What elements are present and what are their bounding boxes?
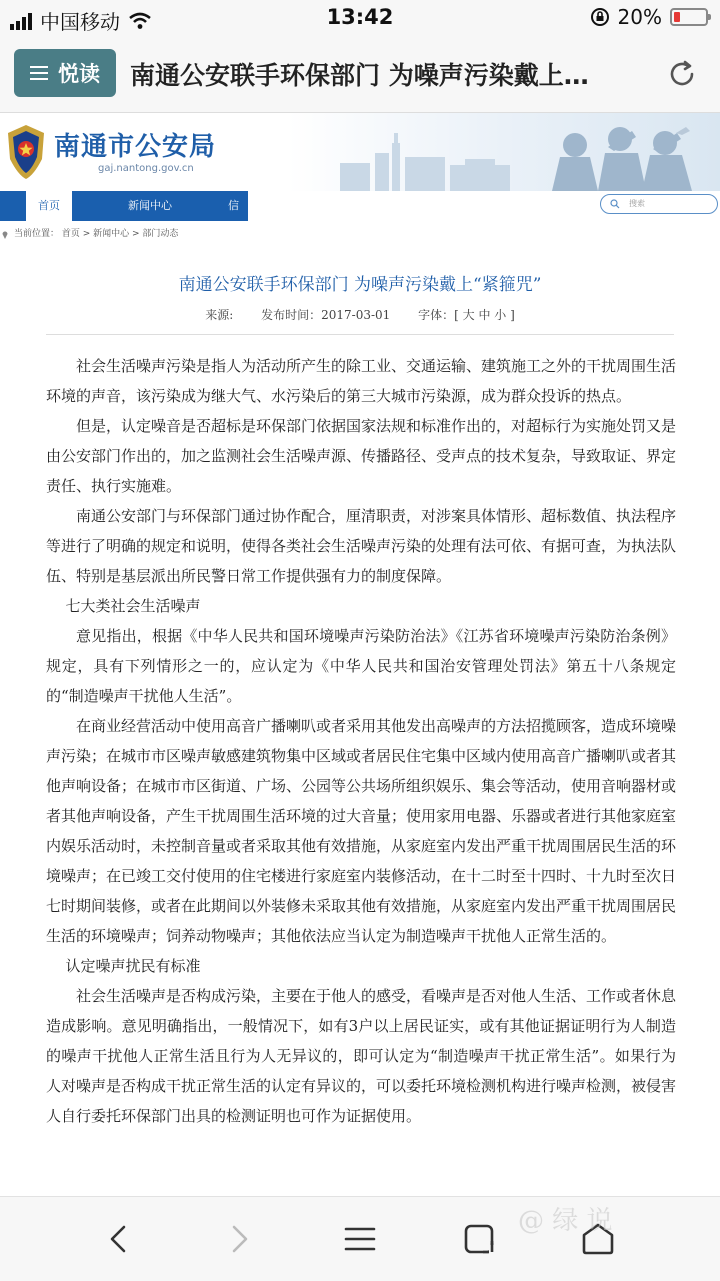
carrier-name: 中国移动	[40, 10, 120, 34]
breadcrumb	[0, 224, 248, 248]
forward-icon[interactable]	[220, 1221, 256, 1257]
paragraph: 社会生活噪声污染是指人为活动所产生的除工业、交通运输、建筑施工之外的干扰周围生活环境的声音，该污染成为继大气、水污染后的第三大城市污染源，成为群众投诉的热点。	[46, 357, 677, 405]
search-input[interactable]	[600, 194, 718, 214]
battery-icon	[670, 8, 708, 26]
reader-mode-label: 悦读	[58, 62, 100, 86]
menu-icon[interactable]	[342, 1221, 378, 1257]
watermark: @ 绿 说	[518, 1206, 613, 1236]
location-pin-icon	[2, 230, 8, 239]
police-emblem-icon	[4, 123, 48, 181]
clock: 13:42	[326, 5, 394, 29]
status-bar	[0, 0, 720, 36]
search-placeholder: 搜索	[629, 199, 645, 208]
nav-news-center[interactable]: 新闻中心	[128, 199, 172, 212]
article-source: 来源:	[205, 308, 234, 322]
lock-rotation-icon	[590, 7, 610, 27]
tabs-icon[interactable]	[462, 1221, 498, 1257]
paragraph: 南通公安部门与环保部门通过协作配合，厘清职责，对涉案具体情形、超标数值、执法程序等进行了明确的规定和说明，使得各类社会生活噪声污染的处理有法可依、有据可查，为执法队伍、特别是基层派出所民警日常工作提供强有力的制度保障。	[46, 507, 677, 585]
battery-percent: 20%	[617, 5, 662, 29]
paragraph: 但是，认定噪音是否超标是环保部门依据国家法规和标准作出的，对超标行为实施处罚又是由公安部门作出的，加之监测社会生活噪声源、传播路径、受声点的技术复杂，导致取证、界定责任、执行实施难。	[46, 417, 677, 495]
paragraph: 社会生活噪声是否构成污染，主要在于他人的感受，看噪声是否对他人生活、工作或者休息造成影响。意见明确指出，一般情况下，如有3户以上居民证实，或有其他证据证明行为人制造的噪声干扰他人正常生活且行为人无异议的，即可认定为“制造噪声干扰正常生活”。如果行为人对噪声是否构成干扰正常生活的认定有异议的，可以委托环境检测机构进行噪声检测，被侵害人自行委托环保部门出具的检测证明也可作为证据使用。	[46, 987, 677, 1125]
article-title: 南通公安联手环保部门 为噪声污染戴上“紧箍咒”	[178, 275, 542, 295]
font-size-selector[interactable]: 字体：[ 大 中 小 ]	[418, 308, 515, 322]
site-header	[0, 113, 720, 191]
browser-toolbar	[0, 36, 720, 113]
site-name[interactable]: 南通市公安局	[54, 132, 217, 162]
section-heading: 七大类社会生活噪声	[65, 597, 201, 615]
paragraph: 在商业经营活动中使用高音广播喇叭或者采用其他发出高噪声的方法招揽顾客，造成环境噪声污染；在城市市区噪声敏感建筑物集中区域或者居民住宅集中区域内使用高音广播喇叭或者其他声响设备；在城市市区街道、广场、公园等公共场所组织娱乐、集会等活动，使用音响器材或者其他声响设备，产生干扰周围生活环境的过大音量；使用家用电器、乐器或者进行其他家庭室内娱乐活动时，未控制音量或者采取其他有效措施，从家庭室内发出严重干扰周围居民生活的环境噪声；在已竣工交付使用的住宅楼进行家庭室内装修活动，在十二时至十四时、十九时至次日七时期间装修，或者在此期间以外装修未采取其他有效措施，从家庭室内发出严重干扰周围居民生活的环境噪声；饲养动物噪声；其他依法应当认定为制造噪声干扰他人正常生活的。	[46, 717, 677, 945]
back-icon[interactable]	[102, 1221, 138, 1257]
breadcrumb-text[interactable]: 当前位置： 首页 > 新闻中心 > 部门动态	[14, 229, 179, 239]
list-icon	[30, 66, 48, 80]
section-heading: 认定噪声扰民有标准	[65, 957, 201, 975]
article-date: 发布时间：2017-03-01	[261, 308, 391, 322]
refresh-icon[interactable]	[666, 58, 698, 90]
nav-home[interactable]: 首页	[26, 191, 72, 221]
search-icon	[610, 199, 620, 209]
nav-info[interactable]: 信息	[228, 199, 239, 242]
page-title[interactable]: 南通公安联手环保部门 为噪声污染戴上…	[130, 61, 589, 90]
article-meta	[0, 306, 720, 323]
header-banner-image	[320, 113, 720, 191]
paragraph: 意见指出，根据《中华人民共和国环境噪声污染防治法》《江苏省环境噪声污染防治条例》规定，具有下列情形之一的，应认定为《中华人民共和国治安管理处罚法》第五十八条规定的“制造噪声干扰他人生活”。	[46, 627, 676, 705]
site-domain: gaj.nantong.gov.cn	[98, 163, 194, 174]
divider	[46, 334, 674, 335]
article-body	[46, 351, 676, 1131]
reader-mode-button[interactable]	[14, 49, 116, 97]
